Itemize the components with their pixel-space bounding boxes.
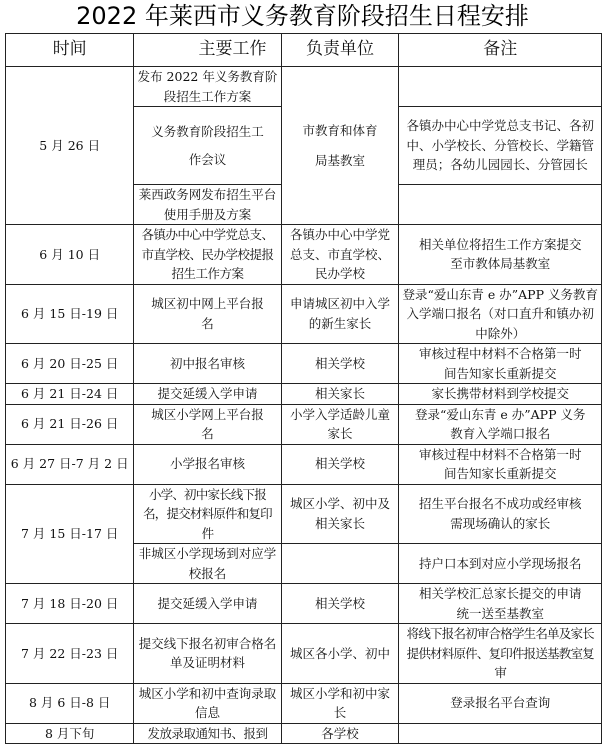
table-header-row [6, 34, 602, 67]
cell-work: 提交线下报名初审合格名单及证明材料 [134, 624, 281, 684]
cell-work: 城区小学和初中查询录取信息 [134, 683, 281, 723]
cell-work: 小学、初中家长线下报名，提交材料原件和复印件 [134, 484, 281, 544]
cell-unit: 市教育和体育局基教室 [281, 67, 399, 225]
cell-note: 各镇办中心中学党总支书记、各初中、小学校长、分管校长、学籍管理员；各幼儿园园长、分管园长 [399, 107, 602, 185]
cell-unit: 相关学校 [281, 344, 399, 384]
cell-unit: 城区小学和初中家长 [281, 683, 399, 723]
cell-note: 招生平台报名不成功或经审核需现场确认的家长 [399, 484, 602, 544]
cell-note: 持户口本到对应小学现场报名 [399, 544, 602, 584]
cell-work: 提交延缓入学申请 [134, 384, 281, 405]
cell-time: 6 月 15 日-19 日 [6, 284, 134, 344]
cell-note: 登录报名平台查询 [399, 683, 602, 723]
cell-note: 审核过程中材料不合格第一时间告知家长重新提交 [399, 344, 602, 384]
header-time: 时间 [6, 34, 134, 67]
cell-work: 初中报名审核 [134, 344, 281, 384]
table-row [6, 584, 602, 624]
cell-time: 6 月 20 日-25 日 [6, 344, 134, 384]
table-row [6, 384, 602, 405]
cell-time: 8 月 6 日-8 日 [6, 683, 134, 723]
cell-note: 登录“爱山东青 e 办”APP 义务教育入学端口报名 [399, 404, 602, 444]
cell-note: 登录“爱山东青 e 办”APP 义务教育入学端口报名（对口直升和镇办初中除外） [399, 284, 602, 344]
cell-work: 发布 2022 年义务教育阶段招生工作方案 [134, 67, 281, 107]
cell-note: 家长携带材料到学校提交 [399, 384, 602, 405]
cell-unit: 申请城区初中入学的新生家长 [281, 284, 399, 344]
cell-note [399, 185, 602, 225]
cell-unit: 城区小学、初中及相关家长 [281, 484, 399, 544]
cell-unit: 相关学校 [281, 444, 399, 484]
table-row [6, 683, 602, 723]
table-row [6, 723, 602, 744]
table-row [6, 404, 602, 444]
cell-unit [281, 544, 399, 584]
cell-work: 义务教育阶段招生工作会议 [134, 107, 281, 185]
table-row [6, 284, 602, 344]
table-row [6, 444, 602, 484]
cell-work: 城区初中网上平台报名 [134, 284, 281, 344]
cell-work: 各镇办中心中学党总支、市直学校、民办学校提报招生工作方案 [134, 225, 281, 285]
cell-work: 非城区小学现场到对应学校报名 [134, 544, 281, 584]
cell-work: 发放录取通知书、报到 [134, 723, 281, 744]
cell-note: 相关单位将招生工作方案提交至市教体局基教室 [399, 225, 602, 285]
cell-unit: 相关家长 [281, 384, 399, 405]
table-row [6, 225, 602, 285]
cell-work: 莱西政务网发布招生平台使用手册及方案 [134, 185, 281, 225]
table-row [6, 484, 602, 544]
table-row [6, 344, 602, 384]
table-row [6, 624, 602, 684]
schedule-table [5, 33, 602, 744]
header-work: 主要工作 [134, 34, 281, 67]
cell-time: 8 月下旬 [6, 723, 134, 744]
cell-work: 小学报名审核 [134, 444, 281, 484]
cell-note [399, 723, 602, 744]
cell-note: 相关学校汇总家长提交的申请统一送至基教室 [399, 584, 602, 624]
cell-time: 6 月 21 日-26 日 [6, 404, 134, 444]
cell-time: 6 月 21 日-24 日 [6, 384, 134, 405]
cell-time: 7 月 15 日-17 日 [6, 484, 134, 584]
cell-unit: 相关学校 [281, 584, 399, 624]
table-row [6, 67, 602, 107]
cell-time: 7 月 22 日-23 日 [6, 624, 134, 684]
cell-note: 审核过程中材料不合格第一时间告知家长重新提交 [399, 444, 602, 484]
cell-unit: 城区各小学、初中 [281, 624, 399, 684]
cell-note [399, 67, 602, 107]
cell-unit: 小学入学适龄儿童家长 [281, 404, 399, 444]
cell-unit: 各镇办中心中学党总支、市直学校、民办学校 [281, 225, 399, 285]
header-unit: 负责单位 [281, 34, 399, 67]
header-note: 备注 [399, 34, 602, 67]
cell-unit: 各学校 [281, 723, 399, 744]
cell-time: 5 月 26 日 [6, 67, 134, 225]
page-title: 2022 年莱西市义务教育阶段招生日程安排 [76, 2, 529, 30]
cell-time: 7 月 18 日-20 日 [6, 584, 134, 624]
cell-time: 6 月 27 日-7 月 2 日 [6, 444, 134, 484]
cell-time: 6 月 10 日 [6, 225, 134, 285]
cell-work: 提交延缓入学申请 [134, 584, 281, 624]
cell-note: 将线下报名初审合格学生名单及家长提供材料原件、复印件报送基教室复审 [399, 624, 602, 684]
cell-work: 城区小学网上平台报名 [134, 404, 281, 444]
